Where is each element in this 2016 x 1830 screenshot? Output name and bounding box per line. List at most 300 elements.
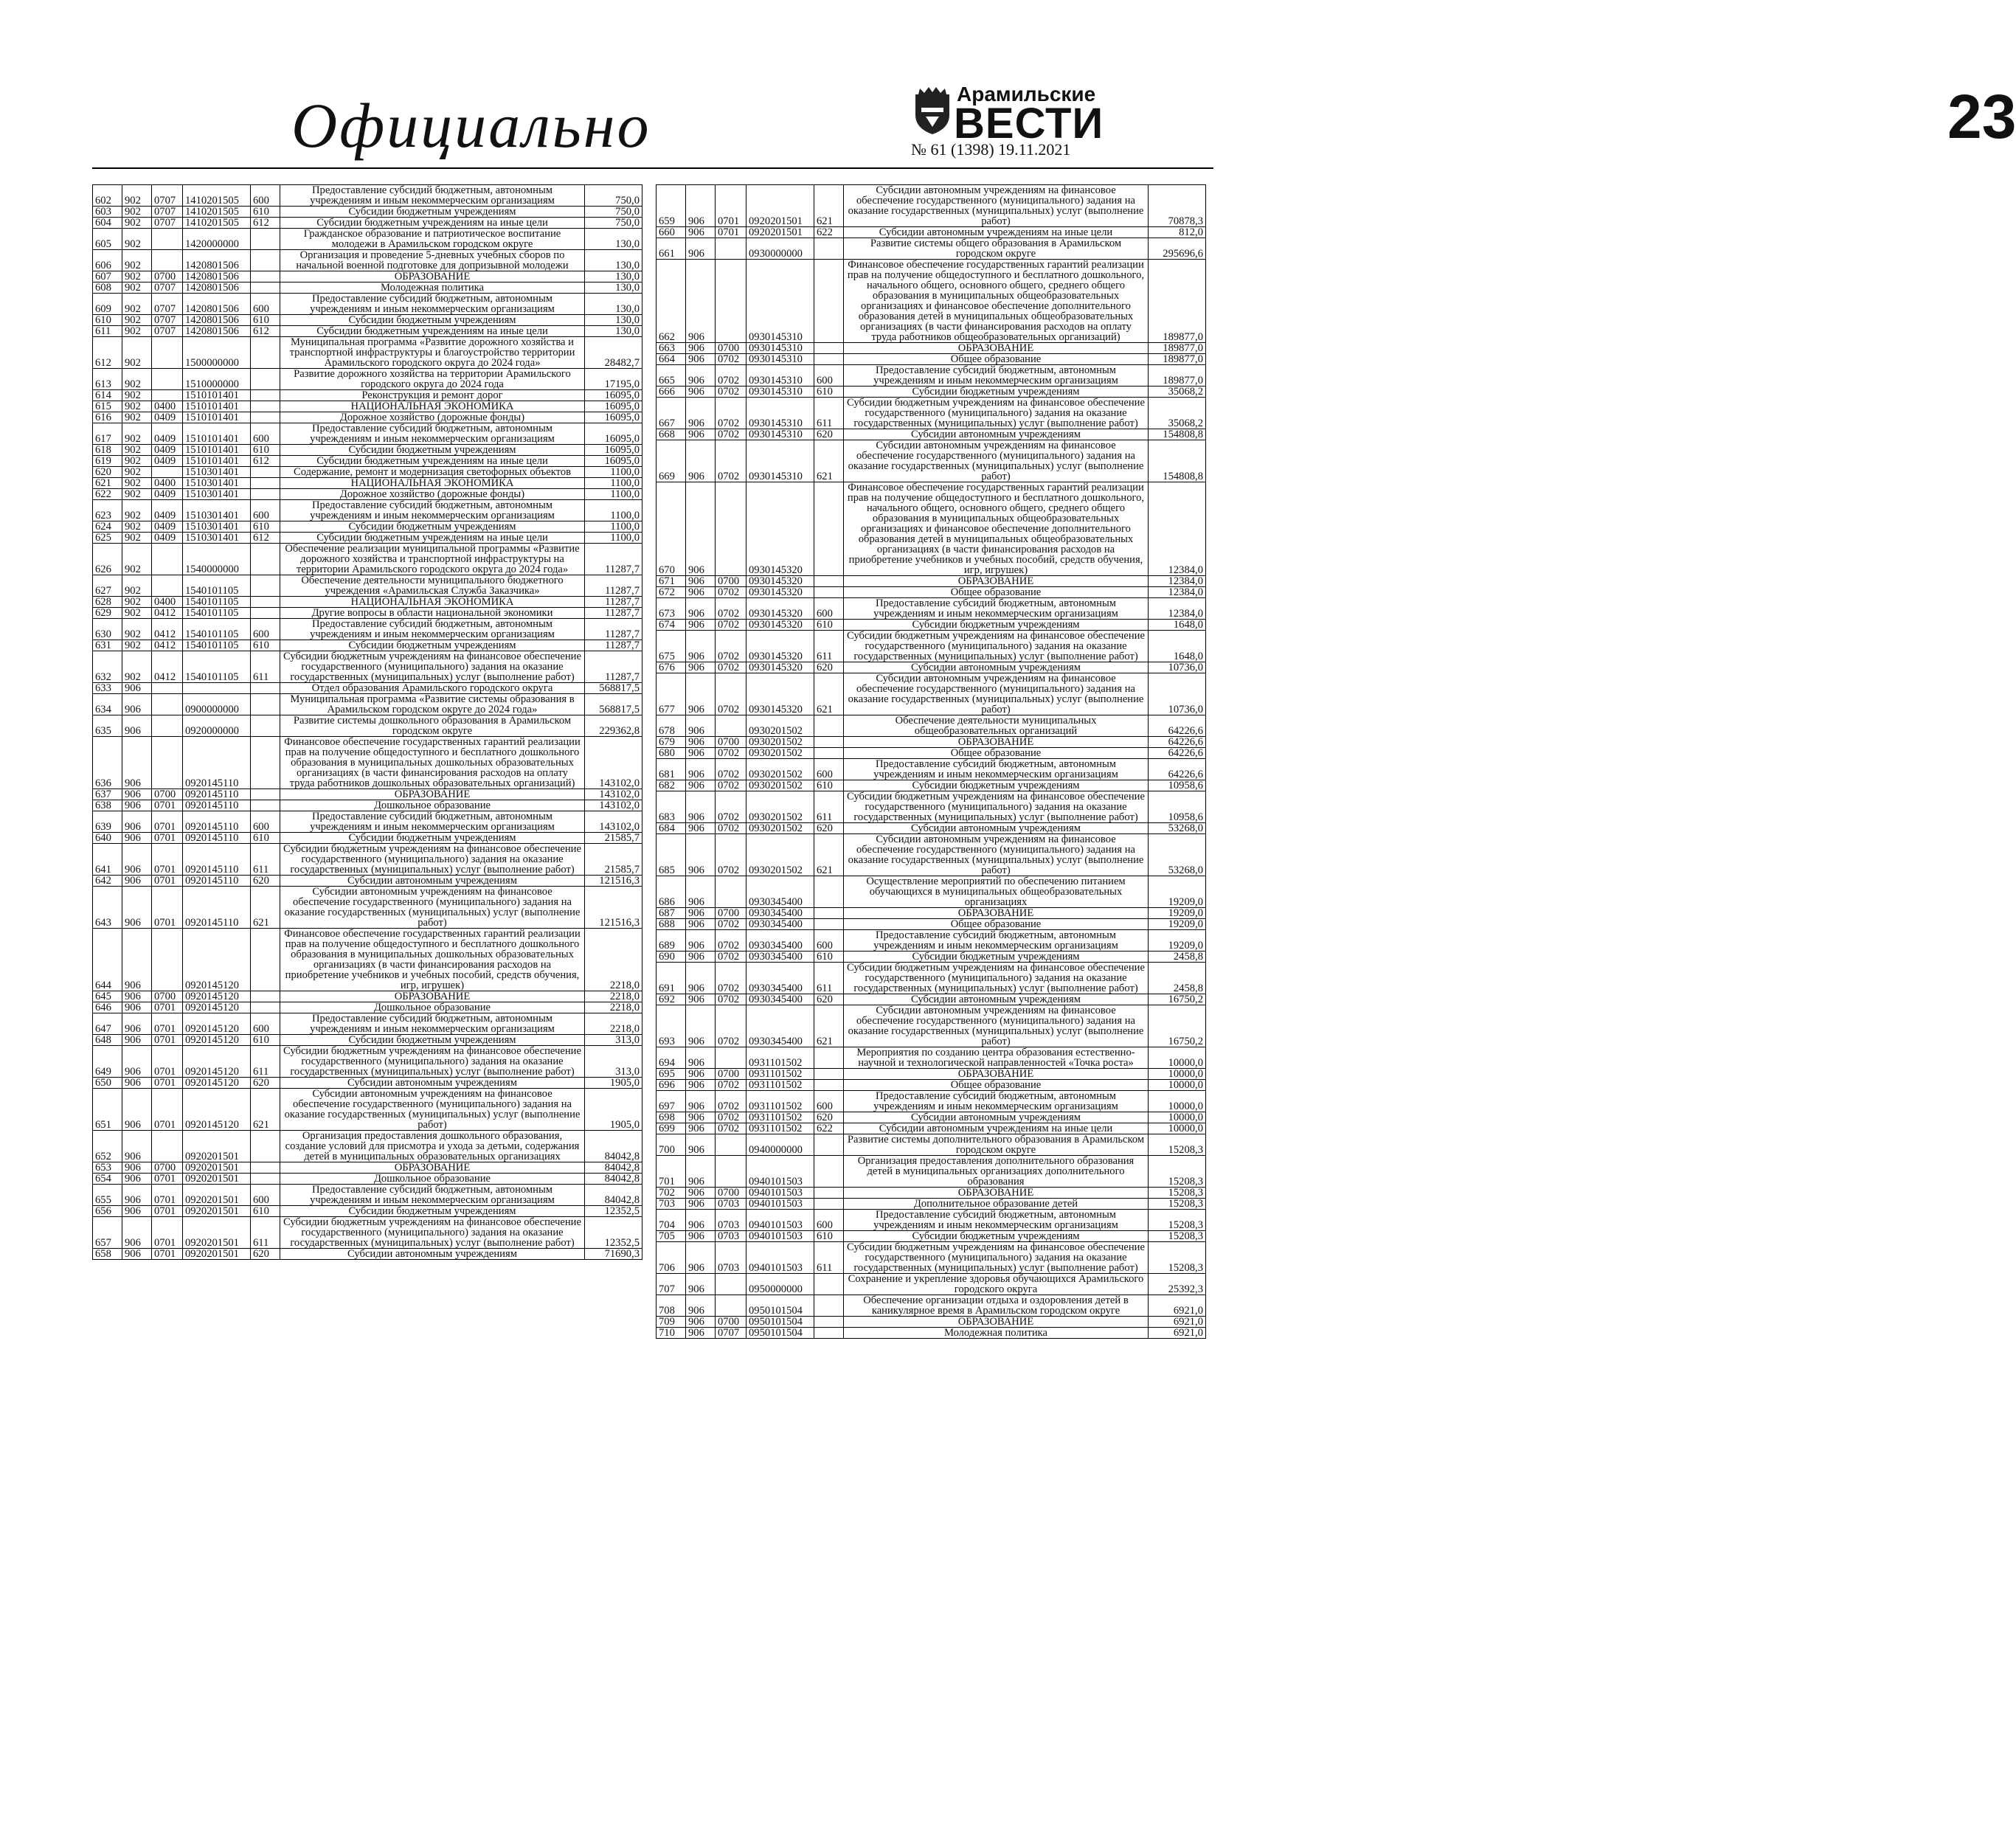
expense-description: Субсидии бюджетным учреждениям: [844, 952, 1149, 963]
amount: 16095,0: [585, 445, 642, 456]
amount: 16095,0: [585, 390, 642, 401]
amount: 10000,0: [1149, 1080, 1206, 1091]
table-row: [657, 823, 1206, 834]
target-article-code: 1500000000: [183, 337, 251, 369]
ministry-code: 906: [686, 354, 716, 365]
expense-type-code: 620: [814, 429, 844, 440]
expense-description: Предоставление субсидий бюджетным, автономным учреждениям и иным некоммерческим организациям: [844, 1091, 1149, 1112]
amount: 19209,0: [1149, 876, 1206, 908]
target-article-code: 1540101105: [183, 640, 251, 651]
expense-description: ОБРАЗОВАНИЕ: [844, 1188, 1149, 1199]
expense-description: Предоставление субсидий бюджетным, автономным учреждениям и иным некоммерческим организациям: [280, 423, 585, 445]
ministry-code: 906: [122, 1206, 152, 1217]
row-number: 671: [657, 576, 686, 587]
row-number: 630: [93, 619, 122, 640]
row-number: 697: [657, 1091, 686, 1112]
expense-description: Субсидии бюджетным учреждениям на финансовое обеспечение государственного (муниципального) задания на оказание государственных (муниципальных) услуг (выполнение работ): [844, 398, 1149, 429]
ministry-code: 902: [122, 250, 152, 271]
section-code: 0701: [152, 876, 183, 887]
section-code: 0701: [152, 1206, 183, 1217]
amount: 10000,0: [1149, 1123, 1206, 1134]
ministry-code: 902: [122, 640, 152, 651]
amount: 71690,3: [585, 1249, 642, 1260]
amount: 1100,0: [585, 478, 642, 489]
table-row: [93, 694, 642, 715]
target-article-code: 0920145110: [183, 737, 251, 789]
table-row: [657, 662, 1206, 673]
expense-description: Муниципальная программа «Развитие системы образования в Арамильском городском округе до 2024 года»: [280, 694, 585, 715]
expense-type-code: 600: [251, 185, 280, 207]
target-article-code: 0930145320: [747, 482, 814, 576]
expense-type-code: 612: [251, 533, 280, 544]
expense-type-code: [814, 919, 844, 930]
section-code: 0702: [716, 748, 747, 759]
section-code: 0702: [716, 440, 747, 482]
amount: 21585,7: [585, 844, 642, 876]
section-code: 0702: [716, 952, 747, 963]
amount: 229362,8: [585, 715, 642, 737]
expense-type-code: 600: [251, 423, 280, 445]
row-number: 676: [657, 662, 686, 673]
expense-description: Субсидии бюджетным учреждениям на финансовое обеспечение государственного (муниципального) задания на оказание государственных (муниципальных) услуг (выполнение работ): [280, 1046, 585, 1078]
expense-description: Субсидии бюджетным учреждениям на финансовое обеспечение государственного (муниципального) задания на оказание государственных (муниципальных) услуг (выполнение работ): [844, 631, 1149, 662]
target-article-code: 1420801506: [183, 271, 251, 283]
section-code: [716, 1134, 747, 1156]
target-article-code: 0930145310: [747, 398, 814, 429]
ministry-code: 906: [122, 1249, 152, 1260]
table-row: [657, 1112, 1206, 1123]
row-number: 607: [93, 271, 122, 283]
amount: 189877,0: [1149, 354, 1206, 365]
amount: 1648,0: [1149, 620, 1206, 631]
table-row: [657, 1295, 1206, 1317]
expense-type-code: 600: [251, 811, 280, 833]
ministry-code: 906: [686, 715, 716, 737]
expense-type-code: 621: [814, 1005, 844, 1047]
table-row: [657, 1156, 1206, 1188]
table-row: [657, 673, 1206, 715]
row-number: 670: [657, 482, 686, 576]
section-code: [716, 1274, 747, 1295]
expense-type-code: 621: [814, 673, 844, 715]
expense-type-code: [814, 1134, 844, 1156]
expense-type-code: 622: [814, 227, 844, 238]
row-number: 613: [93, 369, 122, 390]
expense-type-code: 612: [251, 326, 280, 337]
ministry-code: 906: [686, 1069, 716, 1080]
row-number: 675: [657, 631, 686, 662]
ministry-code: 906: [122, 991, 152, 1002]
expense-type-code: [251, 229, 280, 250]
row-number: 637: [93, 789, 122, 800]
target-article-code: 0930345400: [747, 930, 814, 952]
ministry-code: 906: [686, 930, 716, 952]
row-number: 635: [93, 715, 122, 737]
table-row: [93, 929, 642, 991]
expense-description: Общее образование: [844, 587, 1149, 598]
target-article-code: 1540101105: [183, 651, 251, 683]
table-row: [93, 544, 642, 575]
ministry-code: 902: [122, 283, 152, 294]
expense-description: Молодежная политика: [844, 1328, 1149, 1339]
ministry-code: 906: [686, 662, 716, 673]
row-number: 606: [93, 250, 122, 271]
expense-type-code: 610: [251, 833, 280, 844]
row-number: 664: [657, 354, 686, 365]
expense-description: ОБРАЗОВАНИЕ: [280, 991, 585, 1002]
expense-description: Организация и проведение 5-дневных учебных сборов по начальной военной подготовке для допризывной молодежи: [280, 250, 585, 271]
expense-description: Субсидии бюджетным учреждениям на финансовое обеспечение государственного (муниципального) задания на оказание государственных (муниципальных) услуг (выполнение работ): [844, 963, 1149, 994]
expense-type-code: 621: [814, 440, 844, 482]
ministry-code: 906: [122, 1046, 152, 1078]
amount: 1100,0: [585, 533, 642, 544]
amount: 19209,0: [1149, 919, 1206, 930]
ministry-code: 906: [686, 823, 716, 834]
row-number: 704: [657, 1210, 686, 1231]
expense-type-code: [251, 575, 280, 597]
row-number: 646: [93, 1002, 122, 1013]
expense-description: Субсидии бюджетным учреждениям на иные цели: [280, 326, 585, 337]
expense-type-code: 612: [251, 218, 280, 229]
row-number: 661: [657, 238, 686, 260]
target-article-code: 0940101503: [747, 1199, 814, 1210]
target-article-code: 1540101105: [183, 597, 251, 608]
amount: 6921,0: [1149, 1328, 1206, 1339]
section-code: 0702: [716, 759, 747, 780]
row-number: 673: [657, 598, 686, 620]
table-row: [93, 250, 642, 271]
expense-description: Субсидии бюджетным учреждениям: [280, 315, 585, 326]
row-number: 666: [657, 387, 686, 398]
section-code: 0702: [716, 1112, 747, 1123]
target-article-code: 0920145110: [183, 844, 251, 876]
section-code: 0702: [716, 662, 747, 673]
target-article-code: 0930145320: [747, 673, 814, 715]
section-code: 0701: [152, 844, 183, 876]
amount: 16095,0: [585, 423, 642, 445]
row-number: 678: [657, 715, 686, 737]
section-code: 0700: [716, 1317, 747, 1328]
amount: 12384,0: [1149, 576, 1206, 587]
section-code: 0701: [152, 1249, 183, 1260]
expense-description: Субсидии бюджетным учреждениям на финансовое обеспечение государственного (муниципального) задания на оказание государственных (муниципальных) услуг (выполнение работ): [844, 1242, 1149, 1274]
section-code: 0703: [716, 1199, 747, 1210]
section-code: 0700: [152, 1162, 183, 1174]
ministry-code: 906: [122, 1217, 152, 1249]
amount: 1100,0: [585, 521, 642, 533]
row-number: 629: [93, 608, 122, 619]
newspaper-logo: [911, 81, 2016, 162]
table-row: [93, 715, 642, 737]
expense-description: Субсидии бюджетным учреждениям: [844, 1231, 1149, 1242]
expense-description: Общее образование: [844, 748, 1149, 759]
section-code: 0409: [152, 521, 183, 533]
target-article-code: 0920145120: [183, 991, 251, 1002]
section-code: 0409: [152, 412, 183, 423]
amount: 64226,6: [1149, 715, 1206, 737]
row-number: 684: [657, 823, 686, 834]
section-code: 0702: [716, 963, 747, 994]
section-title: Официально: [291, 90, 651, 161]
table-row: [657, 919, 1206, 930]
amount: 15208,3: [1149, 1210, 1206, 1231]
ministry-code: 902: [122, 619, 152, 640]
row-number: 688: [657, 919, 686, 930]
table-row: [93, 1174, 642, 1185]
table-row: [657, 598, 1206, 620]
target-article-code: 0930345400: [747, 952, 814, 963]
ministry-code: 906: [686, 1047, 716, 1069]
amount: 16750,2: [1149, 1005, 1206, 1047]
amount: 16095,0: [585, 401, 642, 412]
section-code: 0700: [716, 1069, 747, 1080]
expense-description: Субсидии бюджетным учреждениям: [844, 780, 1149, 791]
ministry-code: 902: [122, 326, 152, 337]
section-code: 0701: [152, 833, 183, 844]
table-row: [93, 294, 642, 315]
table-row: [93, 1046, 642, 1078]
row-number: 655: [93, 1185, 122, 1206]
expense-type-code: [814, 1188, 844, 1199]
ministry-code: 906: [122, 737, 152, 789]
ministry-code: 906: [122, 1013, 152, 1035]
row-number: 707: [657, 1274, 686, 1295]
page-header: [92, 81, 2016, 165]
expense-type-code: [251, 544, 280, 575]
amount: 12352,5: [585, 1217, 642, 1249]
section-code: [716, 715, 747, 737]
section-code: 0412: [152, 619, 183, 640]
expense-description: Субсидии автономным учреждениям на финансовое обеспечение государственного (муниципального) задания на оказание государственных (муниципальных) услуг (выполнение работ): [844, 673, 1149, 715]
budget-table: [92, 184, 642, 1260]
row-number: 612: [93, 337, 122, 369]
issue-number: № 61 (1398) 19.11.2021: [911, 140, 1071, 159]
amount: 568817,5: [585, 683, 642, 694]
amount: 53268,0: [1149, 834, 1206, 876]
row-number: 669: [657, 440, 686, 482]
ministry-code: 902: [122, 207, 152, 218]
target-article-code: 0940101503: [747, 1242, 814, 1274]
target-article-code: 1510101401: [183, 445, 251, 456]
table-row: [93, 1089, 642, 1131]
ministry-code: 906: [686, 1317, 716, 1328]
ministry-code: 906: [122, 811, 152, 833]
expense-description: Общее образование: [844, 919, 1149, 930]
target-article-code: 0931101502: [747, 1047, 814, 1069]
table-row: [93, 423, 642, 445]
table-row: [93, 401, 642, 412]
target-article-code: 1510101401: [183, 401, 251, 412]
expense-description: Субсидии бюджетным учреждениям: [280, 445, 585, 456]
ministry-code: 906: [686, 1091, 716, 1112]
amount: 568817,5: [585, 694, 642, 715]
expense-description: Субсидии автономным учреждениям на финансовое обеспечение государственного (муниципального) задания на оказание государственных (муниципальных) услуг (выполнение работ): [844, 834, 1149, 876]
table-row: [93, 811, 642, 833]
target-article-code: 0920145110: [183, 833, 251, 844]
budget-table-right: [656, 184, 1206, 1339]
row-number: 701: [657, 1156, 686, 1188]
section-code: [152, 1131, 183, 1162]
amount: 35068,2: [1149, 398, 1206, 429]
table-row: [93, 1217, 642, 1249]
row-number: 696: [657, 1080, 686, 1091]
expense-description: Развитие дорожного хозяйства на территории Арамильского городского округа до 2024 года: [280, 369, 585, 390]
ministry-code: 906: [686, 398, 716, 429]
section-code: 0700: [716, 908, 747, 919]
table-row: [93, 800, 642, 811]
section-code: 0701: [152, 800, 183, 811]
table-row: [657, 576, 1206, 587]
amount: 10958,6: [1149, 780, 1206, 791]
row-number: 663: [657, 343, 686, 354]
target-article-code: 0930201502: [747, 791, 814, 823]
amount: 1100,0: [585, 489, 642, 500]
expense-description: Муниципальная программа «Развитие дорожного хозяйства и транспортной инфраструктуры и благоустройство территории Арамильского городского округа до 2024 года»: [280, 337, 585, 369]
ministry-code: 906: [686, 791, 716, 823]
ministry-code: 902: [122, 544, 152, 575]
section-code: 0707: [152, 185, 183, 207]
target-article-code: 1420801506: [183, 250, 251, 271]
section-code: [152, 390, 183, 401]
table-row: [93, 1185, 642, 1206]
section-code: 0702: [716, 398, 747, 429]
row-number: 647: [93, 1013, 122, 1035]
expense-type-code: [814, 1274, 844, 1295]
expense-type-code: [251, 991, 280, 1002]
expense-type-code: 610: [251, 1035, 280, 1046]
expense-description: Дополнительное образование детей: [844, 1199, 1149, 1210]
section-code: 0702: [716, 780, 747, 791]
row-number: 659: [657, 185, 686, 227]
ministry-code: 906: [686, 1328, 716, 1339]
ministry-code: 906: [122, 694, 152, 715]
amount: 2458,8: [1149, 963, 1206, 994]
target-article-code: 1510301401: [183, 500, 251, 521]
row-number: 660: [657, 227, 686, 238]
expense-description: Организация предоставления дошкольного образования, создание условий для присмотра и ухода за детьми, содержания детей в муниципальных образовательных организациях: [280, 1131, 585, 1162]
section-code: [152, 544, 183, 575]
amount: 189877,0: [1149, 343, 1206, 354]
expense-type-code: [251, 694, 280, 715]
expense-type-code: 600: [251, 294, 280, 315]
row-number: 703: [657, 1199, 686, 1210]
logo-title-top: Арамильские: [957, 83, 1096, 105]
expense-description: Дорожное хозяйство (дорожные фонды): [280, 489, 585, 500]
target-article-code: 0920201501: [183, 1131, 251, 1162]
target-article-code: 0940101503: [747, 1231, 814, 1242]
expense-description: Субсидии автономным учреждениям: [844, 823, 1149, 834]
expense-description: Предоставление субсидий бюджетным, автономным учреждениям и иным некоммерческим организациям: [844, 1210, 1149, 1231]
target-article-code: 1420801506: [183, 283, 251, 294]
expense-type-code: 600: [251, 500, 280, 521]
ministry-code: 902: [122, 294, 152, 315]
section-code: 0409: [152, 500, 183, 521]
table-row: [657, 1199, 1206, 1210]
expense-description: Развитие системы общего образования в Арамильском городском округе: [844, 238, 1149, 260]
expense-type-code: [814, 737, 844, 748]
section-code: 0412: [152, 640, 183, 651]
table-row: [657, 587, 1206, 598]
section-code: 0703: [716, 1231, 747, 1242]
section-code: [152, 369, 183, 390]
expense-description: Субсидии автономным учреждениям на финансовое обеспечение государственного (муниципального) задания на оказание государственных (муниципальных) услуг (выполнение работ): [280, 887, 585, 929]
expense-type-code: [251, 337, 280, 369]
table-row: [657, 791, 1206, 823]
section-code: 0409: [152, 489, 183, 500]
expense-type-code: 610: [251, 1206, 280, 1217]
amount: 130,0: [585, 229, 642, 250]
expense-description: Субсидии автономным учреждениям: [844, 1112, 1149, 1123]
table-row: [657, 620, 1206, 631]
expense-type-code: [251, 478, 280, 489]
table-row: [657, 1069, 1206, 1080]
expense-description: Дорожное хозяйство (дорожные фонды): [280, 412, 585, 423]
row-number: 623: [93, 500, 122, 521]
expense-description: Субсидии бюджетным учреждениям на финансовое обеспечение государственного (муниципального) задания на оказание государственных (муниципальных) услуг (выполнение работ): [844, 791, 1149, 823]
amount: 121516,3: [585, 876, 642, 887]
expense-type-code: [251, 271, 280, 283]
section-code: 0701: [716, 185, 747, 227]
table-row: [93, 1162, 642, 1174]
ministry-code: 906: [686, 963, 716, 994]
row-number: 609: [93, 294, 122, 315]
expense-type-code: 610: [251, 445, 280, 456]
expense-description: Другие вопросы в области национальной экономики: [280, 608, 585, 619]
row-number: 708: [657, 1295, 686, 1317]
amount: 15208,3: [1149, 1199, 1206, 1210]
expense-description: НАЦИОНАЛЬНАЯ ЭКОНОМИКА: [280, 597, 585, 608]
expense-description: Финансовое обеспечение государственных гарантий реализации прав на получение общедоступного и бесплатного дошкольного образования в муниципальных дошкольных образовательных организациях (в части финансирования расходов на приобретение учебников и учебных пособий, средств обучения, игр, игрушек): [280, 929, 585, 991]
target-article-code: 1510301401: [183, 478, 251, 489]
amount: 313,0: [585, 1035, 642, 1046]
ministry-code: 902: [122, 218, 152, 229]
expense-type-code: 621: [251, 1089, 280, 1131]
target-article-code: 1510301401: [183, 521, 251, 533]
amount: 130,0: [585, 271, 642, 283]
amount: 11287,7: [585, 575, 642, 597]
row-number: 685: [657, 834, 686, 876]
ministry-code: 906: [686, 834, 716, 876]
row-number: 653: [93, 1162, 122, 1174]
expense-description: Развитие системы дошкольного образования в Арамильском городском округе: [280, 715, 585, 737]
target-article-code: 0930145320: [747, 576, 814, 587]
section-code: [152, 575, 183, 597]
target-article-code: 0931101502: [747, 1069, 814, 1080]
target-article-code: 0931101502: [747, 1091, 814, 1112]
expense-description: Субсидии автономным учреждениям: [844, 994, 1149, 1005]
target-article-code: 1510101401: [183, 423, 251, 445]
ministry-code: 906: [686, 994, 716, 1005]
expense-description: Предоставление субсидий бюджетным, автономным учреждениям и иным некоммерческим организациям: [844, 930, 1149, 952]
target-article-code: 0930345400: [747, 919, 814, 930]
target-article-code: 1420801506: [183, 326, 251, 337]
row-number: 626: [93, 544, 122, 575]
expense-type-code: 611: [814, 963, 844, 994]
expense-type-code: 620: [814, 994, 844, 1005]
amount: 15208,3: [1149, 1188, 1206, 1199]
expense-type-code: 611: [814, 398, 844, 429]
target-article-code: 0920145110: [183, 876, 251, 887]
expense-type-code: 610: [814, 620, 844, 631]
expense-description: ОБРАЗОВАНИЕ: [844, 737, 1149, 748]
section-code: 0702: [716, 1091, 747, 1112]
ministry-code: 902: [122, 597, 152, 608]
amount: 2218,0: [585, 929, 642, 991]
section-code: 0700: [716, 576, 747, 587]
expense-description: Предоставление субсидий бюджетным, автономным учреждениям и иным некоммерческим организациям: [280, 811, 585, 833]
amount: 64226,6: [1149, 759, 1206, 780]
section-code: 0400: [152, 597, 183, 608]
